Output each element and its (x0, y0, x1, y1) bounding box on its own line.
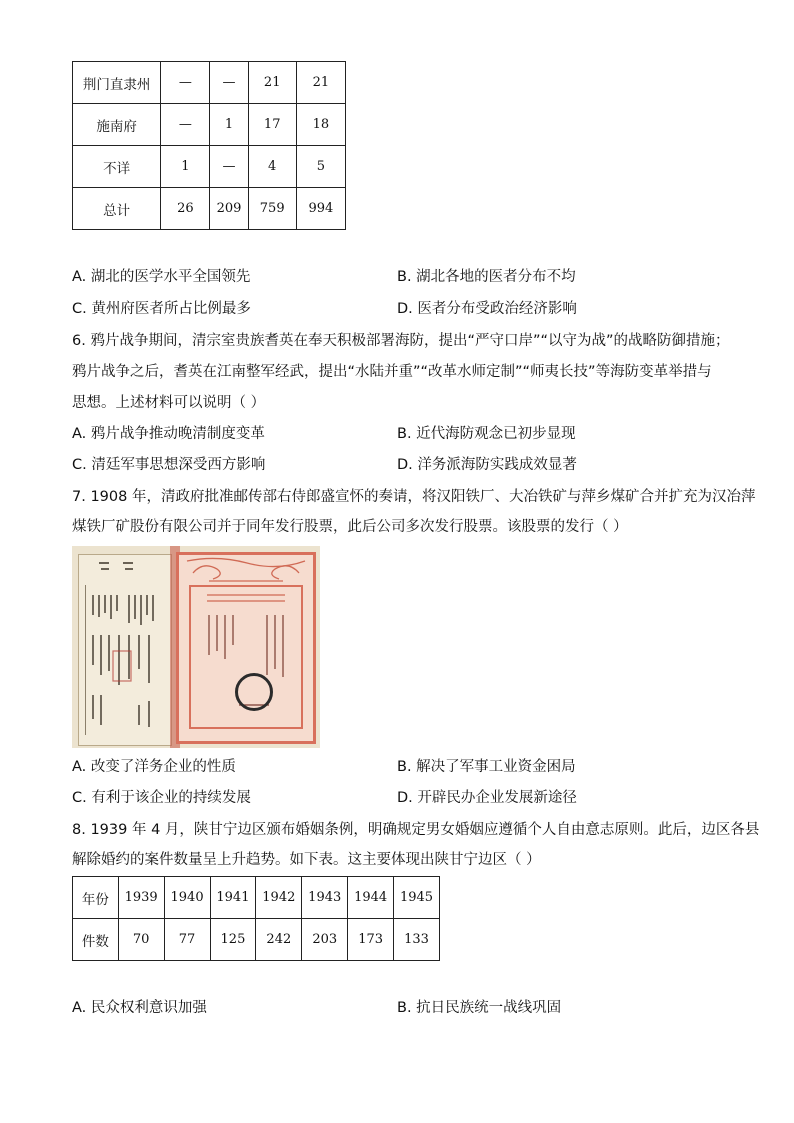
q6-stem-line-3: 思想。上述材料可以说明（ ） (72, 395, 266, 411)
table-cell: 242 (256, 919, 302, 961)
medical-distribution-table (72, 61, 346, 230)
table-row (73, 877, 440, 919)
q8-option-a[interactable]: A. 民众权利意识加强 (72, 1000, 207, 1016)
q6-option-a[interactable]: A. 鸦片战争推动晚清制度变革 (72, 426, 265, 442)
table-cell: 18 (296, 104, 345, 146)
q5-option-a[interactable]: A. 湖北的医学水平全国领先 (72, 269, 251, 285)
table-cell: 203 (302, 919, 348, 961)
stock-certificate-image (72, 546, 320, 748)
table-cell: 209 (210, 188, 248, 230)
table-cell: — (210, 62, 248, 104)
q5-option-b[interactable]: B. 湖北各地的医者分布不均 (397, 269, 576, 285)
table-cell: 77 (164, 919, 210, 961)
q6-option-d[interactable]: D. 洋务派海防实践成效显著 (397, 457, 577, 473)
ink-seal-mark (235, 673, 273, 711)
table-cell: 759 (248, 188, 296, 230)
table-cell: — (210, 146, 248, 188)
q7-option-d[interactable]: D. 开辟民办企业发展新途径 (397, 790, 577, 806)
q7-stem-line-2: 煤铁厂矿股份有限公司并于同年发行股票，此后公司多次发行股票。该股票的发行（ ） (72, 519, 628, 535)
table-cell: 173 (348, 919, 394, 961)
table-cell: 21 (296, 62, 345, 104)
q5-option-c[interactable]: C. 黄州府医者所占比例最多 (72, 301, 251, 317)
table-cell: 1942 (256, 877, 302, 919)
table-cell: 1943 (302, 877, 348, 919)
table-row (73, 62, 346, 104)
certificate-stub (78, 554, 172, 746)
table-cell: 施南府 (73, 104, 161, 146)
table-cell: 1945 (394, 877, 440, 919)
q7-stem-line-1: 7. 1908 年，清政府批准邮传部右侍郎盛宣怀的奏请，将汉阳铁厂、大冶铁矿与萍乡煤矿合并扩充为汉冶萍 (72, 489, 756, 505)
table-cell: 不详 (73, 146, 161, 188)
table-cell: 70 (118, 919, 164, 961)
table-cell: 125 (210, 919, 256, 961)
table-cell: — (161, 62, 210, 104)
table-cell: 1940 (164, 877, 210, 919)
q6-stem-line-1: 6. 鸦片战争期间，清宗室贵族耆英在奉天积极部署海防，提出“严守口岸”“以守为战”的战略防御措施； (72, 333, 730, 349)
q7-option-c[interactable]: C. 有利于该企业的持续发展 (72, 790, 251, 806)
q8-stem-line-2: 解除婚约的案件数量呈上升趋势。如下表。这主要体现出陕甘宁边区（ ） (72, 852, 541, 868)
table-cell: 1941 (210, 877, 256, 919)
table-row (73, 919, 440, 961)
table-cell: 133 (394, 919, 440, 961)
table-cell: 1 (210, 104, 248, 146)
certificate-ornament (179, 555, 313, 741)
certificate-main (176, 552, 316, 744)
table-cell: 5 (296, 146, 345, 188)
q6-option-b[interactable]: B. 近代海防观念已初步显现 (397, 426, 576, 442)
stub-script-marks (79, 555, 171, 745)
q7-option-a[interactable]: A. 改变了洋务企业的性质 (72, 759, 236, 775)
q8-option-b[interactable]: B. 抗日民族统一战线巩固 (397, 1000, 562, 1016)
table-cell: 21 (248, 62, 296, 104)
table-cell: 994 (296, 188, 345, 230)
table-cell: 17 (248, 104, 296, 146)
table-cell: — (161, 104, 210, 146)
q8-stem-line-1: 8. 1939 年 4 月，陕甘宁边区颁布婚姻条例，明确规定男女婚姻应遵循个人自由意志原则。此后，边区各县 (72, 822, 760, 838)
table-cell: 总计 (73, 188, 161, 230)
year-header: 年份 (73, 877, 119, 919)
q5-option-d[interactable]: D. 医者分布受政治经济影响 (397, 301, 577, 317)
table-cell: 荆门直隶州 (73, 62, 161, 104)
q6-stem-line-2: 鸦片战争之后，耆英在江南整军经武，提出“水陆并重”“改革水师定制”“师夷长技”等海防变革举措与 (72, 364, 712, 380)
table-row (73, 188, 346, 230)
table-cell: 26 (161, 188, 210, 230)
annulment-cases-table (72, 876, 440, 961)
table-cell: 4 (248, 146, 296, 188)
q7-option-b[interactable]: B. 解决了军事工业资金困局 (397, 759, 576, 775)
q6-option-c[interactable]: C. 清廷军事思想深受西方影响 (72, 457, 266, 473)
table-row (73, 146, 346, 188)
table-cell: 1939 (118, 877, 164, 919)
count-header: 件数 (73, 919, 119, 961)
table-cell: 1 (161, 146, 210, 188)
table-row (73, 104, 346, 146)
table-cell: 1944 (348, 877, 394, 919)
